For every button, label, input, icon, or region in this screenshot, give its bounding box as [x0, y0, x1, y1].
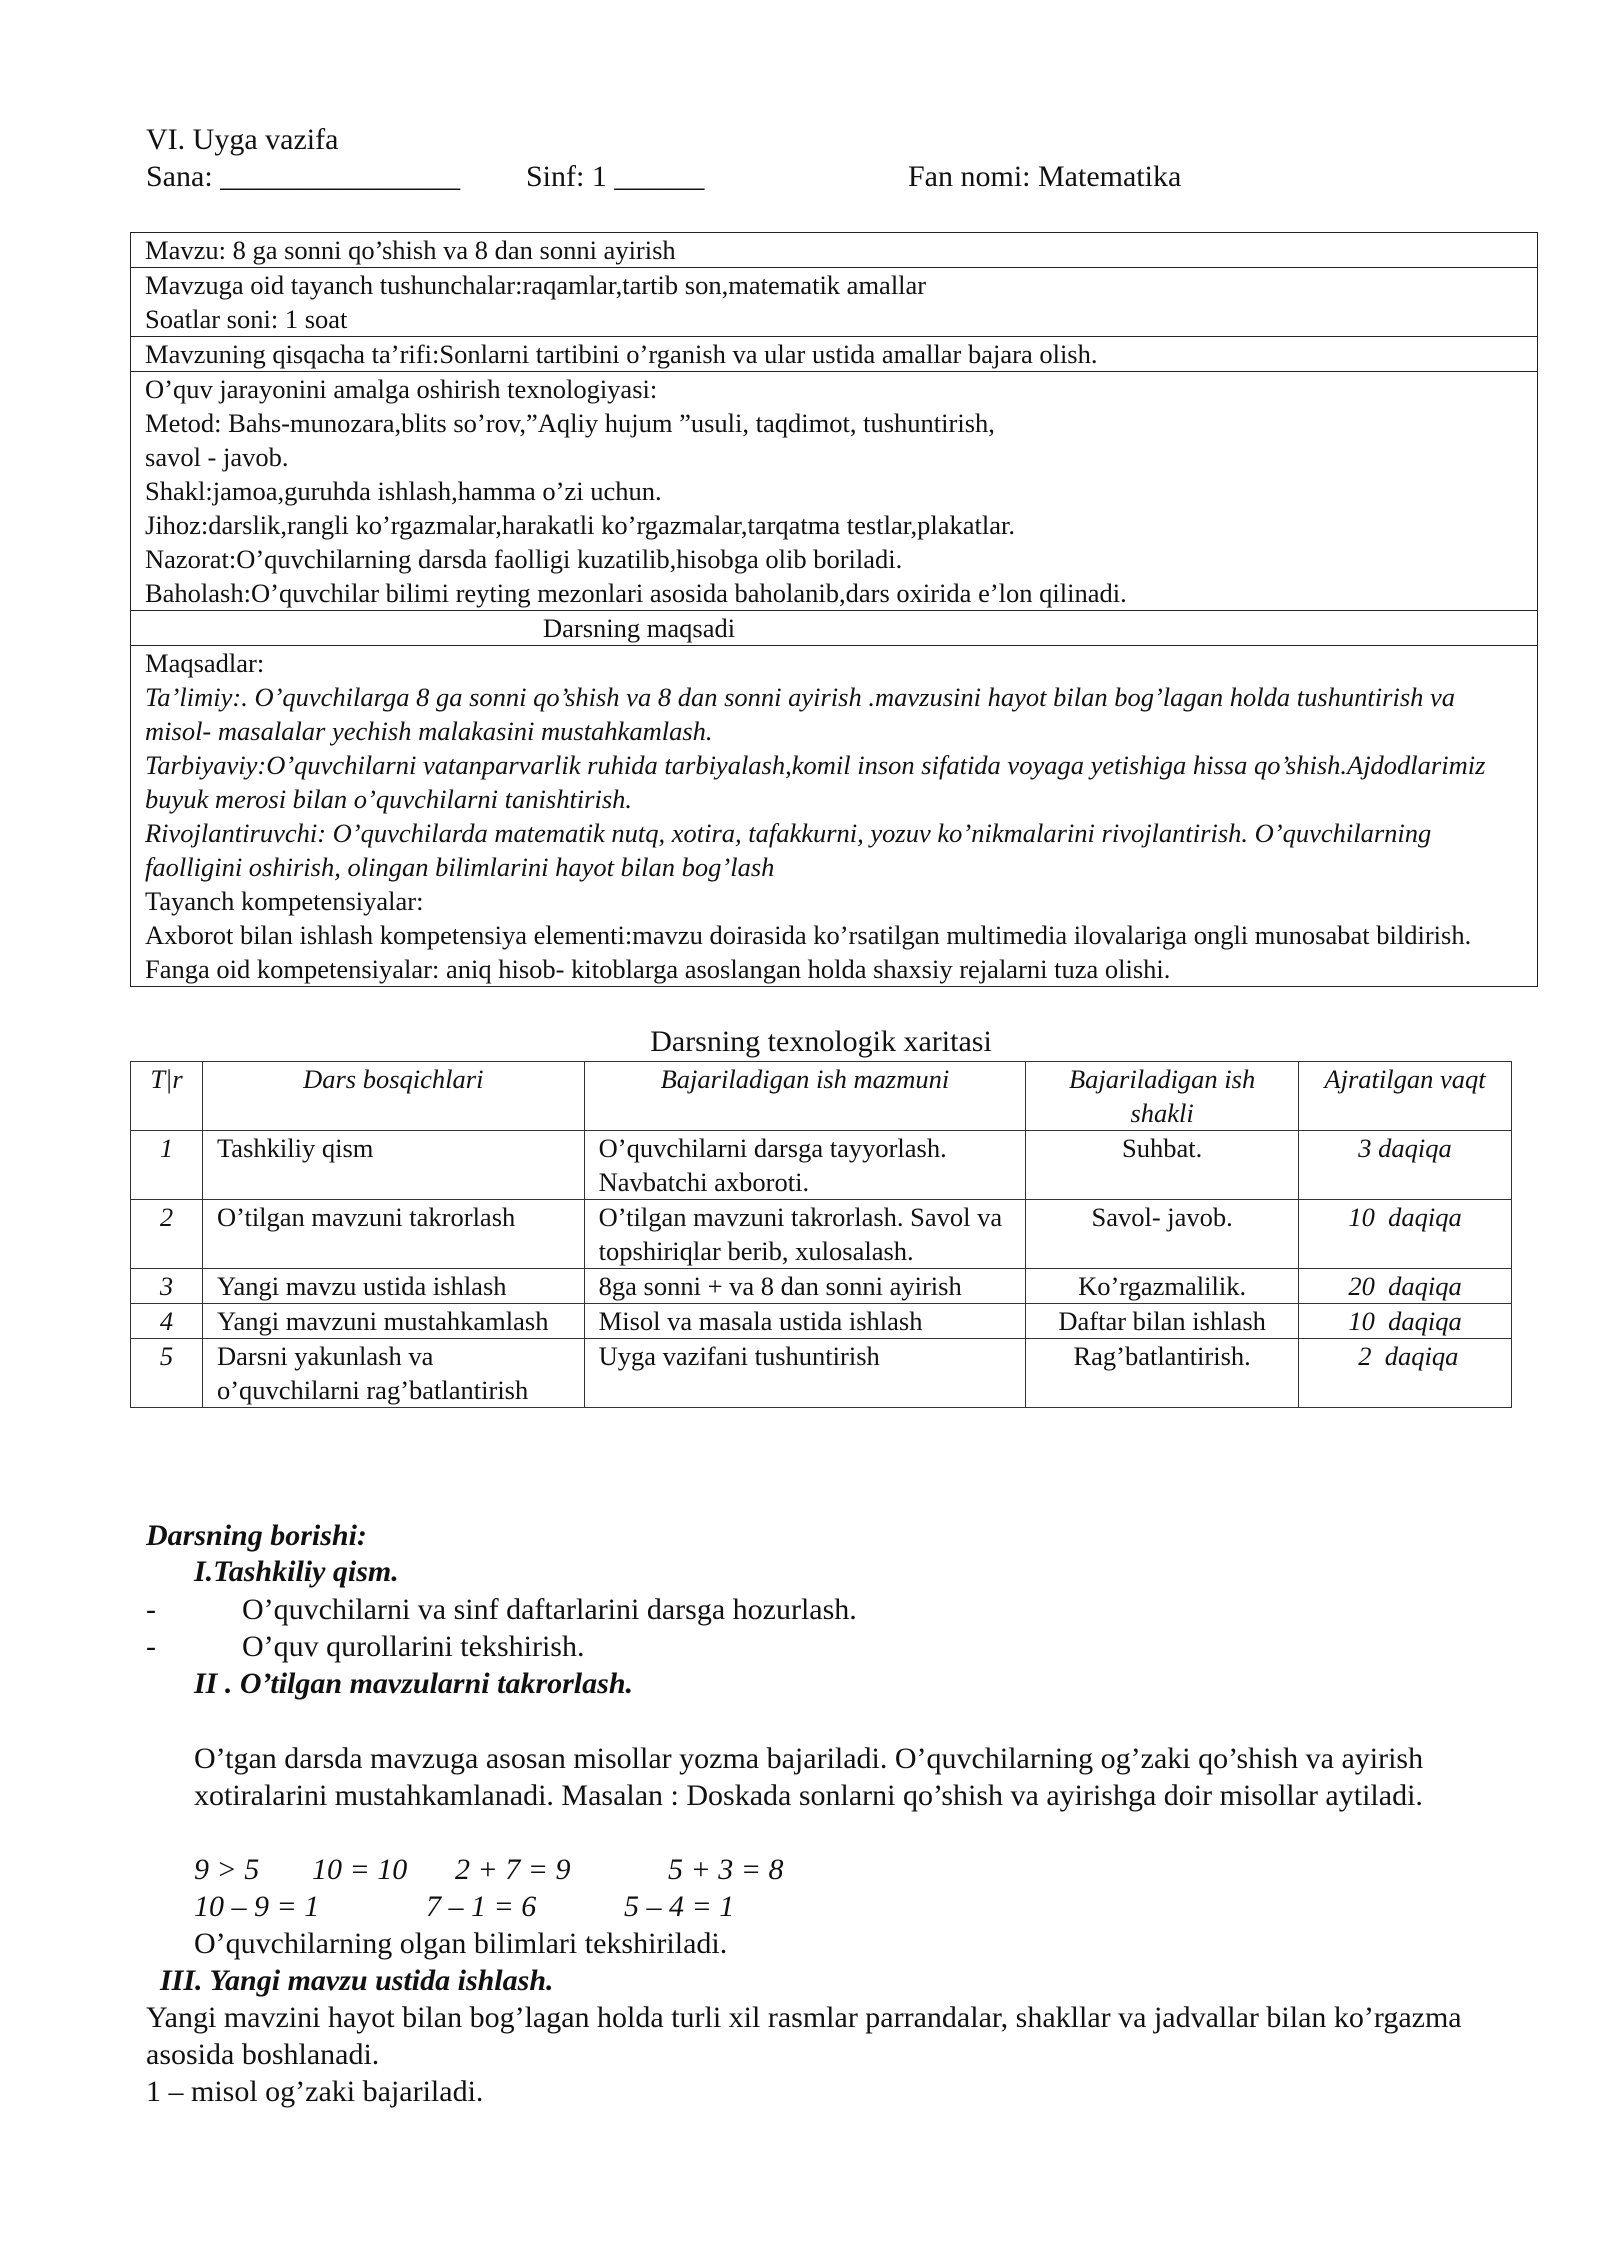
topic-section	[131, 233, 1537, 268]
key-concepts-text: Mavzuga oid tayanch tushunchalar:raqamlar,tartib son,matematik amallar	[145, 270, 927, 300]
technology-line: Shakl:jamoa,guruhda ishlash,hamma o’zi uchun.	[145, 476, 662, 506]
goals-title-section	[131, 611, 1537, 646]
equation: 10 – 9 = 1	[194, 1890, 320, 1923]
col-header-form: Bajariladigan ish shakli	[1026, 1062, 1299, 1131]
col-header-stage: Dars bosqichlari	[202, 1062, 584, 1131]
cell-number: 2	[131, 1200, 203, 1269]
date-field: Sana: ________________	[146, 160, 461, 193]
cell-stage: Yangi mavzu ustida ishlash	[202, 1269, 584, 1304]
technology-line: Metod: Bahs-munozara,blits so’rov,”Aqliy hujum ”usuli, taqdimot, tushuntirish,	[145, 408, 995, 438]
table-row	[131, 1131, 1512, 1200]
col-header-number: T|r	[131, 1062, 203, 1131]
equation: 2 + 7 = 9	[455, 1853, 571, 1886]
part1-title: I.Tashkiliy qism.	[194, 1555, 399, 1588]
goal-upbringing: Tarbiyaviy:O’quvchilarni vatanparvarlik ruhida tarbiyalash,komil inson sifatida voyaga yetishiga hissa qo’shish.Ajdodlarimiz buyuk merosi bilan o’quvchilarni tanishtirish.	[145, 750, 1486, 814]
part2-text: O’tgan darsda mavzuga asosan misollar yozma bajariladi. O’quvchilarning og’zaki qo’shish va ayirish xotiralarini mustahkamlanadi. Masalan : Doskada sonlarni qo’shish va ayirishga doir misollar aytiladi.	[194, 1742, 1424, 1812]
cell-content: Uyga vazifani tushuntirish	[584, 1339, 1026, 1408]
equation: 5 + 3 = 8	[668, 1853, 784, 1886]
cell-time: 3 daqiqa	[1299, 1131, 1512, 1200]
cell-number: 3	[131, 1269, 203, 1304]
cell-time: 10 daqiqa	[1299, 1304, 1512, 1339]
table-row	[131, 1200, 1512, 1269]
summary-section	[131, 337, 1537, 372]
cell-time: 20 daqiqa	[1299, 1269, 1512, 1304]
equation: 5 – 4 = 1	[624, 1890, 735, 1923]
lesson-info-box	[130, 232, 1538, 987]
goal-developing: Rivojlantiruvchi: O’quvchilarda matematik nutq, xotira, tafakkurni, yozuv ko’nikmalarini rivojlantirish. O’quvchilarning faolligini oshirish, olingan bilimlarini hayot bilan bog’lash	[145, 818, 1432, 882]
bullet-mark: -	[146, 1630, 156, 1663]
table-header-row	[131, 1062, 1512, 1131]
cell-form: Rag’batlantirish.	[1026, 1339, 1299, 1408]
col-header-time: Ajratilgan vaqt	[1299, 1062, 1512, 1131]
cell-stage: Darsni yakunlash va o’quvchilarni rag’batlantirish	[202, 1339, 584, 1408]
cell-time: 10 daqiqa	[1299, 1200, 1512, 1269]
part1-item: O’quv qurollarini tekshirish.	[242, 1630, 585, 1663]
goals-label: Maqsadlar:	[145, 648, 265, 678]
cell-number: 1	[131, 1131, 203, 1200]
competency-subject: Fanga oid kompetensiyalar: aniq hisob- kitoblarga asoslangan holda shaxsiy rejalarni tuza olishi.	[145, 954, 1171, 984]
hours-text: Soatlar soni: 1 soat	[145, 304, 348, 334]
competencies-label: Tayanch kompetensiyalar:	[145, 886, 424, 916]
technology-line: Nazorat:O’quvchilarning darsda faolligi kuzatilib,hisobga olib boriladi.	[145, 544, 903, 574]
cell-content: O’tilgan mavzuni takrorlash. Savol va topshiriqlar berib, xulosalash.	[584, 1200, 1026, 1269]
homework-title: VI. Uyga vazifa	[146, 123, 339, 156]
table-row	[131, 1304, 1512, 1339]
tech-map-table	[130, 1061, 1512, 1408]
topic-text: Mavzu: 8 ga sonni qo’shish va 8 dan sonni ayirish	[145, 235, 676, 265]
goals-title: Darsning maqsadi	[543, 613, 736, 643]
goals-section	[131, 646, 1537, 986]
cell-form: Daftar bilan ishlash	[1026, 1304, 1299, 1339]
technology-line: Baholash:O’quvchilar bilimi reyting mezonlari asosida baholanib,dars oxirida e’lon qilinadi.	[145, 578, 1127, 608]
summary-text: Mavzuning qisqacha ta’rifi:Sonlarni tartibini o’rganish va ular ustida amallar bajara olish.	[145, 339, 1098, 369]
technology-section	[131, 372, 1537, 611]
equation: 9 > 5	[194, 1853, 260, 1886]
part3-text: Yangi mavzini hayot bilan bog’lagan holda turli xil rasmlar parrandalar, shakllar va jadvallar bilan ko’rgazma asosida boshlanadi.	[146, 2001, 1462, 2071]
technology-line: O’quv jarayonini amalga oshirish texnologiyasi:	[145, 374, 658, 404]
concepts-section	[131, 268, 1537, 337]
cell-form: Suhbat.	[1026, 1131, 1299, 1200]
cell-form: Savol- javob.	[1026, 1200, 1299, 1269]
class-field: Sinf: 1 ______	[526, 160, 705, 193]
bullet-mark: -	[146, 1593, 156, 1626]
technology-line: savol - javob.	[145, 442, 289, 472]
part3-example: 1 – misol og’zaki bajariladi.	[146, 2075, 484, 2108]
cell-form: Ko’rgazmalilik.	[1026, 1269, 1299, 1304]
cell-time: 2 daqiqa	[1299, 1339, 1512, 1408]
goal-educational: Ta’limiy:. O’quvchilarga 8 ga sonni qo’shish va 8 dan sonni ayirish .mavzusini hayot bilan bog’lagan holda tushuntirish va misol- masalalar yechish malakasini mustahkamlash.	[145, 682, 1456, 746]
cell-content: 8ga sonni + va 8 dan sonni ayirish	[584, 1269, 1026, 1304]
cell-stage: O’tilgan mavzuni takrorlash	[202, 1200, 584, 1269]
cell-content: O’quvchilarni darsga tayyorlash. Navbatchi axboroti.	[584, 1131, 1026, 1200]
cell-stage: Yangi mavzuni mustahkamlash	[202, 1304, 584, 1339]
competency-info: Axborot bilan ishlash kompetensiya elementi:mavzu doirasida ko’rsatilgan multimedia ilovalariga ongli munosabat bildirish.	[145, 920, 1472, 950]
technology-line: Jihoz:darslik,rangli ko’rgazmalar,harakatli ko’rgazmalar,tarqatma testlar,plakatlar.	[145, 510, 1015, 540]
part1-item: O’quvchilarni va sinf daftarlarini darsga hozurlash.	[242, 1593, 857, 1626]
tech-map-title: Darsning texnologik xaritasi	[650, 1025, 992, 1058]
part2-check: O’quvchilarning olgan bilimlari tekshiriladi.	[194, 1927, 728, 1960]
subject-field: Fan nomi: Matematika	[908, 160, 1182, 193]
col-header-content: Bajariladigan ish mazmuni	[584, 1062, 1026, 1131]
lesson-flow-title: Darsning borishi:	[146, 1519, 367, 1552]
cell-number: 5	[131, 1339, 203, 1408]
table-row	[131, 1269, 1512, 1304]
cell-number: 4	[131, 1304, 203, 1339]
part2-title: II . O’tilgan mavzularni takrorlash.	[194, 1667, 633, 1700]
part3-title: III. Yangi mavzu ustida ishlash.	[160, 1964, 554, 1997]
cell-stage: Tashkiliy qism	[202, 1131, 584, 1200]
table-row	[131, 1339, 1512, 1408]
equation: 10 = 10	[312, 1853, 408, 1886]
cell-content: Misol va masala ustida ishlash	[584, 1304, 1026, 1339]
equation: 7 – 1 = 6	[426, 1890, 537, 1923]
